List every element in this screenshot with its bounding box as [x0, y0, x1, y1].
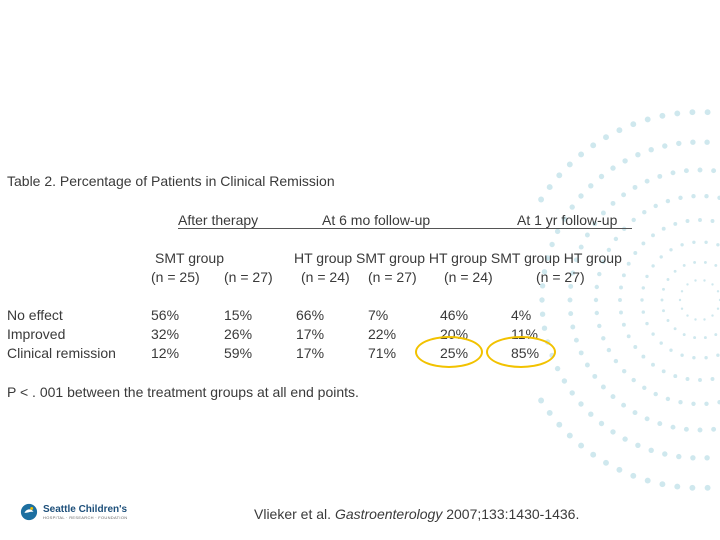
table-cell: 17% [296, 345, 325, 361]
decor-dot [649, 147, 654, 152]
decor-dot [691, 194, 695, 198]
decor-dot [662, 369, 666, 373]
decor-dot [714, 264, 717, 267]
decor-dot [651, 332, 654, 335]
decor-dot [578, 401, 583, 406]
decor-dot [671, 425, 676, 430]
decor-dot [698, 428, 703, 433]
row-label-improved: Improved [7, 326, 66, 342]
citation-details: 2007;133:1430-1436. [442, 506, 580, 522]
decor-dot [693, 261, 696, 264]
citation [254, 506, 579, 522]
decor-dot [711, 168, 716, 173]
row-labels [7, 306, 116, 363]
decor-dot [635, 152, 640, 157]
decor-dot [704, 455, 709, 460]
decor-dot [657, 174, 662, 179]
decor-dot [716, 354, 719, 357]
decor-dot [633, 185, 638, 190]
decor-dot [622, 158, 627, 163]
decor-dot [622, 273, 626, 277]
decor-dot [592, 374, 597, 379]
decor-dot [651, 264, 654, 267]
decor-dot [641, 241, 645, 245]
decor-dot [711, 314, 713, 316]
decor-dot [621, 192, 626, 197]
decor-dot [588, 412, 593, 417]
row-label-clinical-remission: Clinical remission [7, 345, 116, 361]
decor-dot [666, 199, 670, 203]
decor-dot [711, 219, 715, 223]
n-value: (n = 24) [301, 269, 350, 285]
decor-dot [704, 241, 707, 244]
footnote: P < . 001 between the treatment groups at all end points. [7, 384, 359, 400]
decor-dot [601, 336, 605, 340]
decor-dot [654, 204, 658, 208]
decor-dot [717, 308, 719, 310]
decor-dot [622, 436, 627, 441]
column-ht-6-month [296, 306, 324, 363]
decor-dot [659, 481, 665, 487]
decor-dot [547, 410, 553, 416]
table-cell: 17% [296, 326, 325, 342]
decor-dot [705, 109, 711, 115]
table-cell: 46% [440, 307, 469, 323]
decor-dot [595, 285, 599, 289]
decor-dot [614, 359, 618, 363]
table-cell: 20% [440, 326, 469, 342]
decor-dot [714, 333, 717, 336]
decor-dot [578, 193, 583, 198]
decor-dot [616, 467, 622, 473]
decor-dot [568, 298, 573, 303]
header-6-month: At 6 mo follow-up [322, 212, 431, 228]
table-cell: 59% [224, 345, 253, 361]
decor-dot [674, 484, 680, 490]
decor-dot [540, 312, 545, 317]
decor-dot [673, 374, 677, 378]
column-smt-6-month [368, 306, 396, 363]
highlight-oval [486, 336, 556, 368]
table-cell: 26% [224, 326, 253, 342]
decor-dot [692, 241, 695, 244]
decor-dot [686, 283, 688, 285]
column-ht-after-therapy [224, 306, 252, 363]
decor-dot [645, 116, 651, 122]
table-cell: 15% [224, 307, 253, 323]
decor-dot [716, 243, 719, 246]
decor-dot [659, 113, 665, 119]
decor-dot [678, 196, 682, 200]
decor-dot [595, 311, 599, 315]
seattle-childrens-logo [20, 503, 127, 521]
decor-dot [704, 194, 708, 198]
decor-dot [674, 110, 680, 116]
group-label-smt-after: SMT group [155, 250, 224, 266]
decor-dot [683, 333, 686, 336]
decor-dot [690, 455, 695, 460]
decor-dot [539, 297, 544, 302]
table-cell: 71% [368, 345, 397, 361]
decor-dot [711, 427, 716, 432]
decor-dot [689, 109, 695, 115]
decor-dot [669, 248, 672, 251]
decor-dot [661, 299, 664, 302]
decor-dot [680, 243, 683, 246]
decor-dot [679, 299, 681, 301]
table-cell: 7% [368, 307, 389, 323]
decor-dot [651, 233, 655, 237]
decor-dot [703, 318, 705, 320]
table-cell: 4% [511, 307, 532, 323]
decor-dot [547, 184, 553, 190]
decor-dot [538, 197, 544, 203]
decor-dot [703, 279, 705, 281]
decor-dot [686, 314, 688, 316]
decor-dot [630, 121, 636, 127]
table-cell: 32% [151, 326, 180, 342]
decor-dot [691, 402, 695, 406]
decor-dot [673, 222, 677, 226]
decor-dot [635, 443, 640, 448]
decor-dot [681, 290, 683, 292]
decor-dot [622, 369, 626, 373]
decor-dot [704, 402, 708, 406]
decor-dot [684, 168, 689, 173]
decor-dot [642, 386, 646, 390]
decor-dot [645, 416, 650, 421]
decor-dot [632, 218, 636, 222]
decor-dot [667, 278, 670, 281]
decor-dot [704, 336, 707, 339]
decor-dot [698, 378, 702, 382]
decor-dot [662, 288, 665, 291]
decor-dot [599, 174, 604, 179]
decor-dot [614, 237, 618, 241]
decor-dot [542, 326, 547, 331]
decor-dot [689, 485, 695, 491]
decor-dot [645, 275, 648, 278]
decor-dot [570, 390, 575, 395]
decor-dot [717, 290, 719, 292]
decor-dot [645, 322, 648, 325]
decor-dot [704, 356, 707, 359]
logo-name: Seattle Children's [43, 504, 128, 515]
decor-dot [570, 204, 575, 209]
table-cell: 12% [151, 345, 180, 361]
decor-dot [640, 298, 643, 301]
decor-dot [674, 270, 677, 273]
decor-dot [618, 298, 622, 302]
decor-dot [549, 242, 554, 247]
citation-authors: Vlieker et al. [254, 506, 335, 522]
decor-dot [662, 143, 667, 148]
decor-dot [562, 378, 567, 383]
decor-dot [588, 183, 593, 188]
n-value: (n = 25) [151, 269, 200, 285]
decor-dot [681, 308, 683, 310]
decor-dot [684, 427, 689, 432]
decor-dot [645, 179, 650, 184]
decor-dot [666, 397, 670, 401]
decor-dot [671, 170, 676, 175]
decor-dot [621, 403, 626, 408]
table-title: Table 2. Percentage of Patients in Clinical Remission [7, 173, 335, 189]
decor-dot [555, 366, 560, 371]
n-value: (n = 27) [368, 269, 417, 285]
n-value: (n = 27) [224, 269, 273, 285]
decor-dot [627, 262, 631, 266]
decor-dot [611, 201, 616, 206]
decor-dot [597, 324, 601, 328]
table-cell: 66% [296, 307, 325, 323]
decor-dot [704, 140, 709, 145]
decor-dot [669, 349, 672, 352]
decor-dot [585, 363, 590, 368]
decor-dot [630, 473, 636, 479]
n-value: (n = 27) [536, 269, 585, 285]
decor-dot [694, 318, 696, 320]
decor-dot [585, 233, 590, 238]
header-1-year: At 1 yr follow-up [517, 212, 618, 228]
logo-subtitle: HOSPITAL · RESEARCH · FOUNDATION [43, 515, 128, 520]
decor-dot [651, 363, 655, 367]
decor-dot [660, 341, 663, 344]
decor-dot [705, 485, 711, 491]
decor-dot [654, 392, 658, 396]
decor-dot [578, 443, 584, 449]
decor-dot [649, 448, 654, 453]
decor-dot [570, 325, 575, 330]
decor-dot [693, 336, 696, 339]
decor-dot [590, 452, 596, 458]
decor-dot [692, 356, 695, 359]
decor-dot [662, 309, 665, 312]
row-label-no-effect: No effect [7, 307, 63, 323]
decor-dot [642, 286, 645, 289]
decor-dot [686, 219, 690, 223]
table-cell: 11% [511, 326, 538, 342]
decor-dot [633, 251, 637, 255]
decor-dot [698, 218, 702, 222]
decor-dot [610, 429, 615, 434]
decor-dot [686, 377, 690, 381]
decor-dot [597, 272, 601, 276]
highlight-oval [415, 336, 483, 368]
decor-dot [657, 421, 662, 426]
decor-dot [567, 433, 573, 439]
decor-dot [662, 227, 666, 231]
decor-dot [607, 348, 611, 352]
decor-dot [578, 151, 584, 157]
header-underline [178, 228, 632, 229]
decor-dot [632, 378, 636, 382]
decor-dot [590, 142, 596, 148]
decor-dot [667, 319, 670, 322]
decor-dot [619, 286, 623, 290]
decor-dot [627, 334, 631, 338]
table-cell: 22% [368, 326, 397, 342]
decor-dot [556, 422, 562, 428]
decor-dot [567, 161, 573, 167]
decor-dot [568, 311, 573, 316]
decor-dot [711, 377, 715, 381]
decor-dot [642, 210, 646, 214]
decor-dot [704, 261, 707, 264]
logo-mark-icon [20, 503, 38, 521]
decor-dot [538, 398, 544, 404]
decor-dot [603, 460, 609, 466]
decor-dot [660, 255, 663, 258]
decor-dot [579, 350, 584, 355]
decor-dot [678, 400, 682, 404]
decor-dot [694, 279, 696, 281]
decor-dot [556, 172, 562, 178]
decor-dot [603, 134, 609, 140]
decor-dot [601, 385, 606, 390]
decor-dot [674, 327, 677, 330]
decor-dot [711, 283, 713, 285]
table-cell: 85% [511, 345, 540, 361]
header-after-therapy: After therapy [178, 212, 259, 228]
decor-dot [594, 298, 598, 302]
decor-dot [641, 355, 645, 359]
group-labels-rest: HT group SMT group HT group SMT group HT group [294, 250, 622, 266]
decor-dot [599, 421, 604, 426]
decor-dot [610, 165, 615, 170]
decor-dot [683, 264, 686, 267]
decor-dot [698, 168, 703, 173]
decor-dot [680, 354, 683, 357]
decor-dot [633, 410, 638, 415]
decor-dot [616, 127, 622, 133]
decor-dot [633, 345, 637, 349]
decor-dot [611, 394, 616, 399]
decor-dot [690, 140, 695, 145]
decor-dot [619, 311, 623, 315]
table-cell: 56% [151, 307, 180, 323]
decor-dot [642, 310, 645, 313]
n-value: (n = 24) [444, 269, 493, 285]
decor-dot [645, 478, 651, 484]
decor-dot [574, 338, 579, 343]
decor-dot [622, 323, 626, 327]
decor-dot [676, 141, 681, 146]
decor-dot [676, 454, 681, 459]
column-smt-after-therapy [151, 306, 179, 363]
table-cell: 25% [440, 345, 469, 361]
citation-journal: Gastroenterology [334, 506, 443, 522]
decor-dot [662, 451, 667, 456]
